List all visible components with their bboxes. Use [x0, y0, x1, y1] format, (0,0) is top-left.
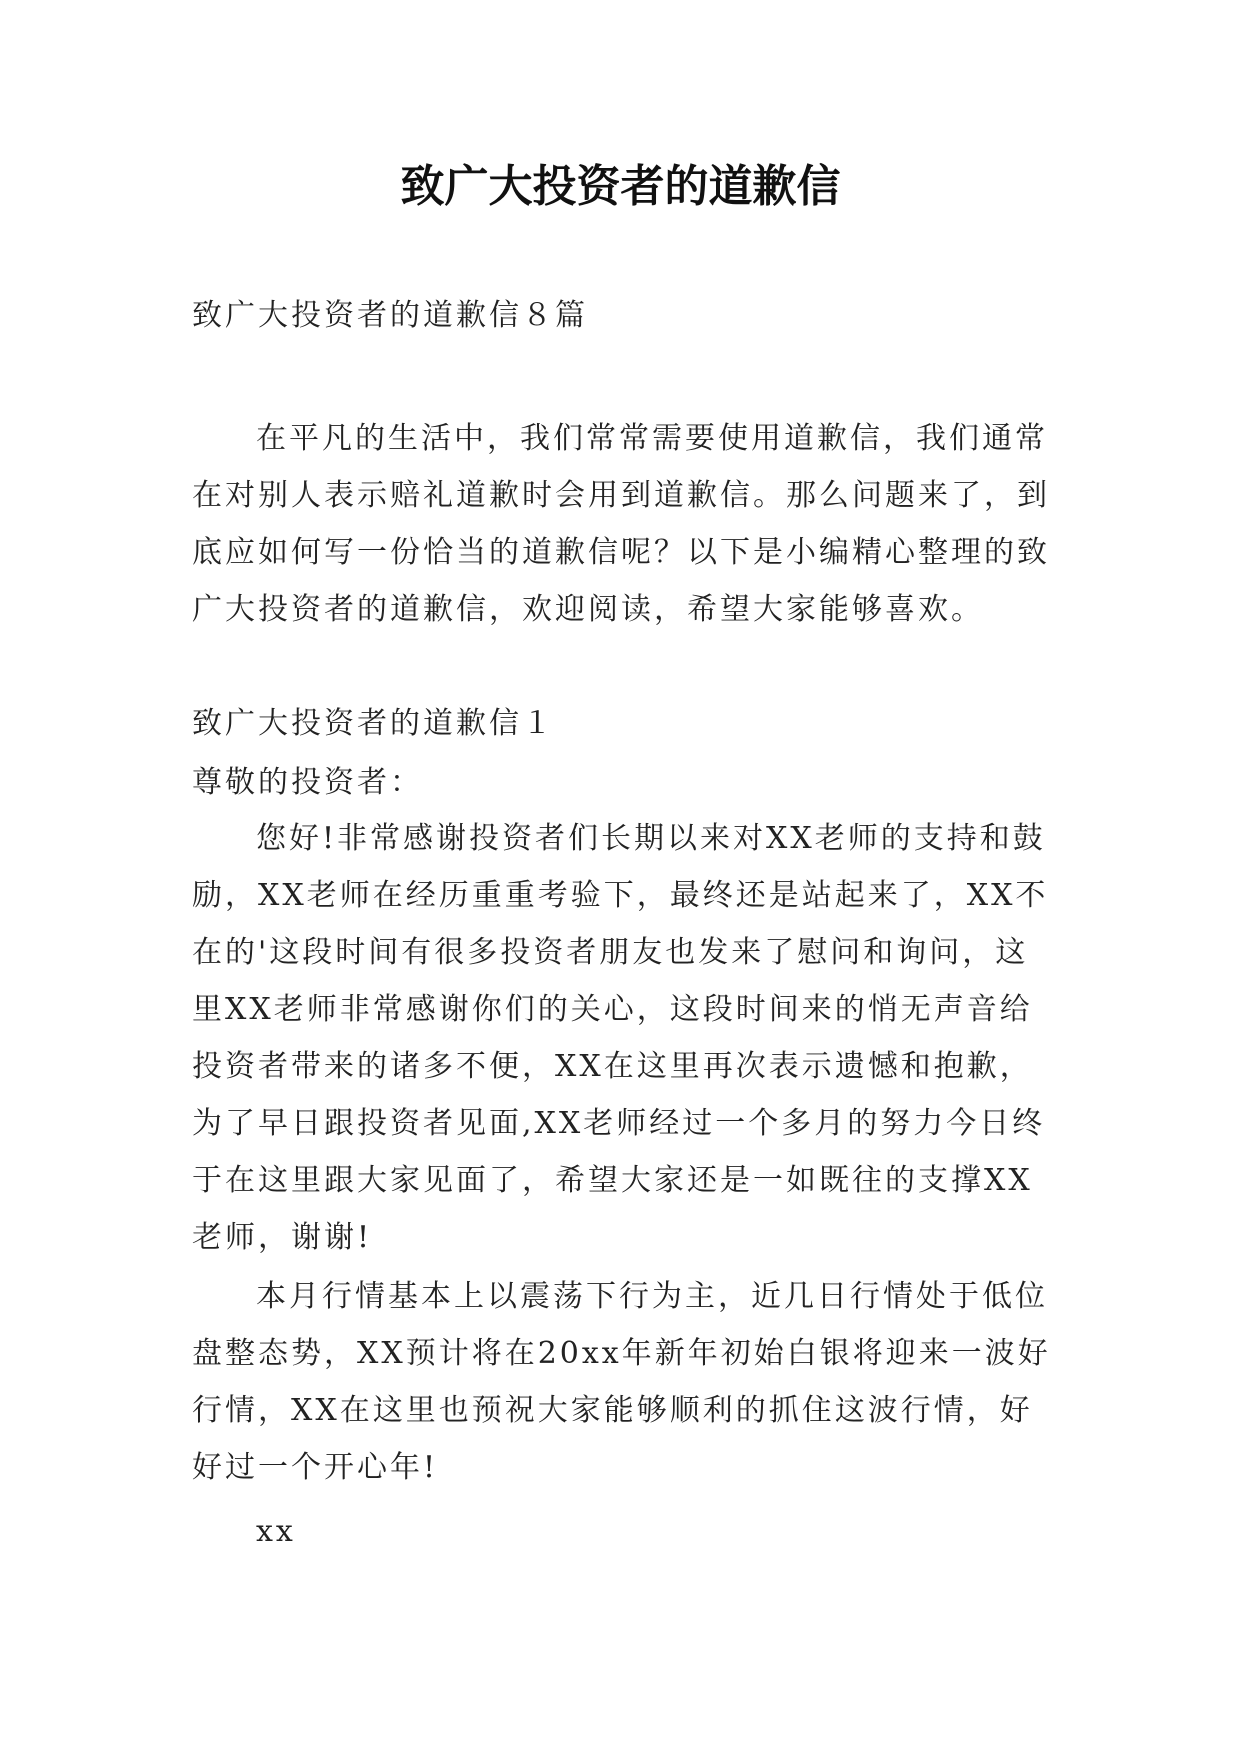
body-paragraph-2: 本月行情基本上以震荡下行为主，近几日行情处于低位盘整态势，XX预计将在20xx年新年初始白银将迎来一波好行情，XX在这里也预祝大家能够顺利的抓住这波行情，好好过一个开心年! [192, 1279, 1051, 1485]
intro-paragraph: 在平凡的生活中，我们常常需要使用道歉信，我们通常在对别人表示赔礼道歉时会用到道歉信。那么问题来了，到底应如何写一份恰当的道歉信呢？以下是小编精心整理的致广大投资者的道歉信，欢迎阅读，希望大家能够喜欢。 [192, 421, 1050, 627]
document-subtitle: 致广大投资者的道歉信８篇 [192, 298, 588, 333]
section-heading: 致广大投资者的道歉信１ [192, 706, 555, 741]
document-title: 致广大投资者的道歉信 [400, 161, 841, 212]
signature: xx [256, 1514, 296, 1549]
salutation: 尊敬的投资者： [192, 765, 423, 800]
body-paragraph-1: 您好!非常感谢投资者们长期以来对XX老师的支持和鼓励，XX老师在经历重重考验下，最终还是站起来了，XX不在的'这段时间有很多投资者朋友也发来了慰问和询问，这里XX老师非常感谢你们的关心，这段时间来的悄无声音给投资者带来的诸多不便，XX在这里再次表示遗憾和抱歉，为了早日跟投资者见面,XX老师经过一个多月的努力今日终于在这里跟大家见面了，希望大家还是一如既往的支撑XX老师，谢谢! [192, 821, 1049, 1255]
